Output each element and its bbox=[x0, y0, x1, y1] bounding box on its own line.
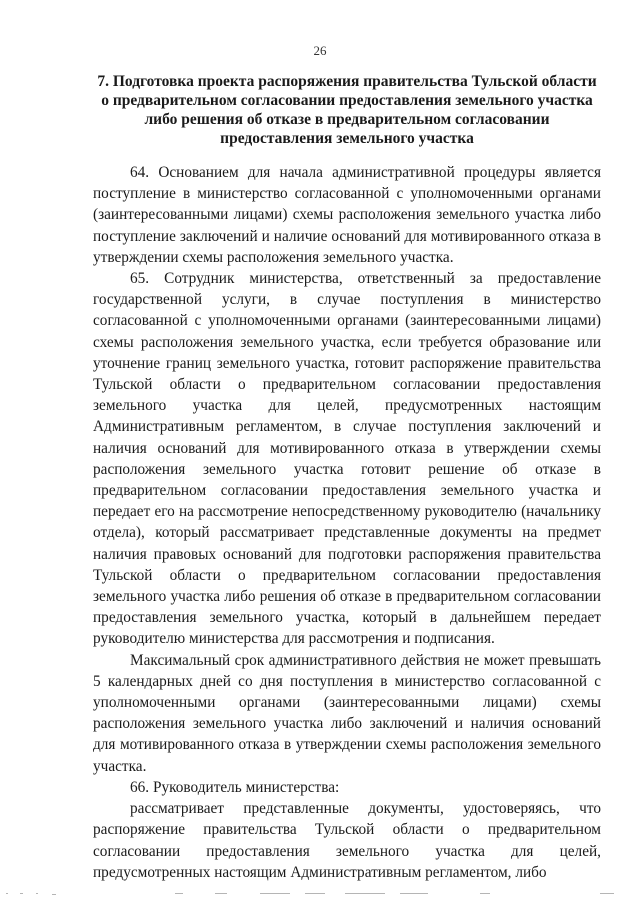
section-heading: 7. Подготовка проекта распоряжения правительства Тульской области о предварительном согласовании предоставления земельного участка либо решения об отказе в предварительном согласовании предоставления земельного участка bbox=[97, 73, 597, 147]
page-number: 26 bbox=[313, 43, 327, 58]
paragraph-max-term: Максимальный срок административного действия не может превышать 5 календарных дней со дня поступления в министерство согласованной с уполномоченными органами (заинтересованными лицами) схемы расположения земельного участка либо заключений и наличия оснований для мотивированного отказа в утверждении схемы расположения земельного участка. bbox=[93, 651, 601, 775]
scan-artifact-line bbox=[0, 891, 640, 897]
paragraph-65: 65. Сотрудник министерства, ответственный за предоставление государственной услуги, в случае поступления в министерство согласованной с уполномоченными органами (заинтересованными лицами) схемы расположения земельного участка, если требуется образование или уточнение границ земельного участка, готовит распоряжение правительства Тульской области о предварительном согласовании предоставления земельного участка для целей, предусмотренных настоящим Административным регламентом, в случае поступления заключений и наличия оснований для мотивированного отказа в утверждении схемы расположения земельного участка готовит решение об отказе в предварительном согласовании предоставления земельного участка и передает его на рассмотрение непосредственному руководителю (начальнику отдела), который рассматривает представленные документы на предмет наличия правовых оснований для подготовки распоряжения правительства Тульской области о предварительном согласовании предоставления земельного участка либо решения об отказе в предварительном согласовании предоставления земельного участка, который в дальнейшем передает руководителю министерства для рассмотрения и подписания. bbox=[93, 270, 601, 648]
paragraph-64: 64. Основанием для начала административной процедуры является поступление в министерство согласованной с уполномоченными органами (заинтересованными лицами) схемы расположения земельного участка либо поступление заключений и наличие оснований для мотивированного отказа в утверждении схемы расположения земельного участка. bbox=[93, 164, 601, 266]
paragraph-66: 66. Руководитель министерства: bbox=[130, 778, 340, 796]
paragraph-66-continued: рассматривает представленные документы, удостоверяясь, что распоряжение правительства Тульской области о предварительном согласовании предоставления земельного участка для целей, предусмотренных настоящим Административным регламентом, либо bbox=[93, 800, 601, 881]
document-body bbox=[93, 162, 601, 883]
